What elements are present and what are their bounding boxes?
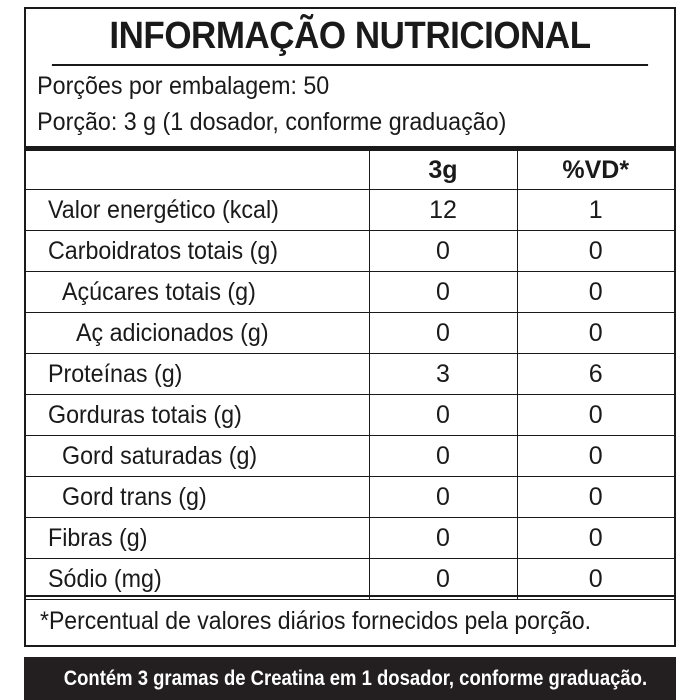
servings-per-package: Porções por embalagem: 50 — [37, 72, 330, 100]
nutrient-name: Valor energético (kcal) — [48, 195, 279, 224]
nutrient-daily-value: 0 — [517, 272, 674, 313]
nutrient-quantity: 0 — [369, 436, 517, 477]
nutrient-quantity: 0 — [369, 477, 517, 518]
nutrient-quantity: 0 — [369, 559, 517, 600]
nutrient-name: Gorduras totais (g) — [48, 400, 242, 429]
table-row — [26, 477, 674, 518]
footnote-text: *Percentual de valores diários fornecidos pela porção. — [40, 607, 592, 635]
nutrient-quantity: 12 — [369, 190, 517, 231]
creatine-banner — [24, 657, 676, 700]
nutrient-name: Açúcares totais (g) — [62, 277, 256, 306]
nutrient-name: Proteínas (g) — [48, 359, 183, 388]
nutrient-name: Carboidratos totais (g) — [48, 236, 279, 265]
nutrient-name: Aç adicionados (g) — [76, 318, 269, 347]
nutrient-daily-value: 0 — [517, 559, 674, 600]
nutrient-name: Gord trans (g) — [62, 482, 207, 511]
nutrient-quantity: 0 — [369, 231, 517, 272]
nutrient-daily-value: 6 — [517, 354, 674, 395]
table-row — [26, 190, 674, 231]
nutrient-daily-value: 0 — [517, 231, 674, 272]
nutrient-quantity: 0 — [369, 395, 517, 436]
nutrition-label — [24, 7, 676, 647]
nutrient-daily-value: 0 — [517, 477, 674, 518]
nutrient-daily-value: 0 — [517, 313, 674, 354]
nutrient-daily-value: 0 — [517, 395, 674, 436]
nutrient-daily-value: 0 — [517, 518, 674, 559]
nutrient-quantity: 0 — [369, 272, 517, 313]
label-title: INFORMAÇÃO NUTRICIONAL — [52, 9, 648, 66]
table-row — [26, 518, 674, 559]
table-row — [26, 559, 674, 600]
nutrient-quantity: 0 — [369, 518, 517, 559]
header-daily-value: %VD* — [517, 151, 674, 190]
daily-value-footnote — [26, 595, 674, 645]
banner-text: Contém 3 gramas de Creatina em 1 dosador, conforme graduação. — [63, 667, 648, 690]
table-row — [26, 436, 674, 477]
table-row — [26, 395, 674, 436]
table-row — [26, 272, 674, 313]
header-quantity: 3g — [369, 151, 517, 190]
header-blank — [26, 151, 369, 190]
nutrient-daily-value: 0 — [517, 436, 674, 477]
serving-size: Porção: 3 g (1 dosador, conforme graduação) — [37, 108, 507, 136]
nutrient-quantity: 0 — [369, 313, 517, 354]
table-row — [26, 231, 674, 272]
nutrient-name: Gord saturadas (g) — [62, 441, 258, 470]
nutrient-name: Sódio (mg) — [48, 564, 162, 593]
table-header-row — [26, 151, 674, 190]
table-row — [26, 354, 674, 395]
nutrient-daily-value: 1 — [517, 190, 674, 231]
table-row — [26, 313, 674, 354]
nutrient-quantity: 3 — [369, 354, 517, 395]
nutrition-table — [26, 151, 674, 600]
serving-info — [26, 66, 674, 151]
nutrient-name: Fibras (g) — [48, 523, 148, 552]
